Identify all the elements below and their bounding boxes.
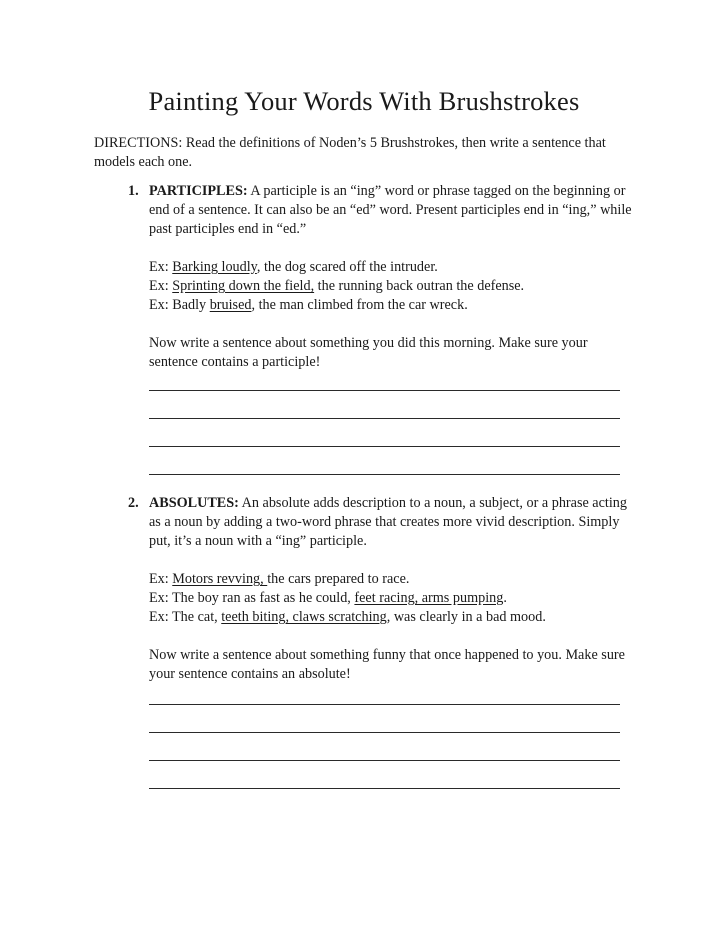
definition: [149, 494, 634, 551]
example-text: , was clearly in a bad mood.: [386, 609, 546, 625]
examples: [149, 570, 634, 627]
answer-line[interactable]: [149, 732, 620, 733]
answer-line[interactable]: [149, 760, 620, 761]
section-participles: [94, 182, 634, 372]
definition: [149, 182, 634, 239]
section-number: 1.: [128, 183, 139, 199]
example-text: Ex:: [149, 259, 173, 275]
directions: DIRECTIONS: Read the definitions of Noden’s 5 Brushstrokes, then write a sentence that models each one.: [94, 135, 606, 170]
example-underlined: feet racing, arms pumping: [354, 590, 504, 606]
example-line: [149, 258, 634, 277]
example-text: , the dog scared off the intruder.: [256, 259, 438, 275]
example-text: Ex: The boy ran as fast as he could,: [149, 590, 355, 606]
example-text: Ex:: [149, 571, 173, 587]
example-underlined: Sprinting down the field,: [172, 278, 315, 294]
answer-line[interactable]: [149, 704, 620, 705]
writing-prompt: Now write a sentence about something funny that once happened to you. Make sure your sentence contains an absolute!: [149, 647, 625, 682]
example-underlined: teeth biting, claws scratching: [221, 609, 387, 625]
example-text: .: [503, 590, 507, 606]
example-underlined: Barking loudly: [172, 259, 257, 275]
example-text: Ex:: [149, 278, 173, 294]
answer-line[interactable]: [149, 474, 620, 475]
answer-line[interactable]: [149, 418, 620, 419]
example-text: , the man climbed from the car wreck.: [251, 297, 468, 313]
example-line: [149, 570, 634, 589]
example-underlined: bruised: [209, 297, 252, 313]
example-text: Ex: Badly: [149, 297, 210, 313]
answer-line[interactable]: [149, 390, 620, 391]
definition-text: An absolute adds description to a noun, a subject, or a phrase acting as a noun by adding a two-word phrase that creates more vivid description. Simply put, it’s a noun with a “ing” participle.: [149, 495, 627, 549]
answer-line[interactable]: [149, 446, 620, 447]
example-line: [149, 589, 634, 608]
example-line: [149, 608, 634, 627]
example-text: the running back outran the defense.: [314, 278, 525, 294]
term: PARTICIPLES:: [149, 183, 248, 199]
example-underlined: Motors revving,: [172, 571, 268, 587]
section-number: 2.: [128, 495, 139, 511]
page-title: Painting Your Words With Brushstrokes: [148, 86, 580, 116]
example-text: Ex: The cat,: [149, 609, 222, 625]
term: ABSOLUTES:: [149, 495, 239, 511]
example-line: [149, 296, 634, 315]
section-absolutes: [94, 494, 634, 684]
example-text: the cars prepared to race.: [267, 571, 410, 587]
examples: [149, 258, 634, 315]
writing-prompt: Now write a sentence about something you did this morning. Make sure your sentence contains a participle!: [149, 335, 588, 370]
example-line: [149, 277, 634, 296]
answer-line[interactable]: [149, 788, 620, 789]
definition-text: A participle is an “ing” word or phrase tagged on the beginning or end of a sentence. It can also be an “ed” word. Present participles end in “ing,” while past participles end in “ed.”: [149, 183, 632, 237]
